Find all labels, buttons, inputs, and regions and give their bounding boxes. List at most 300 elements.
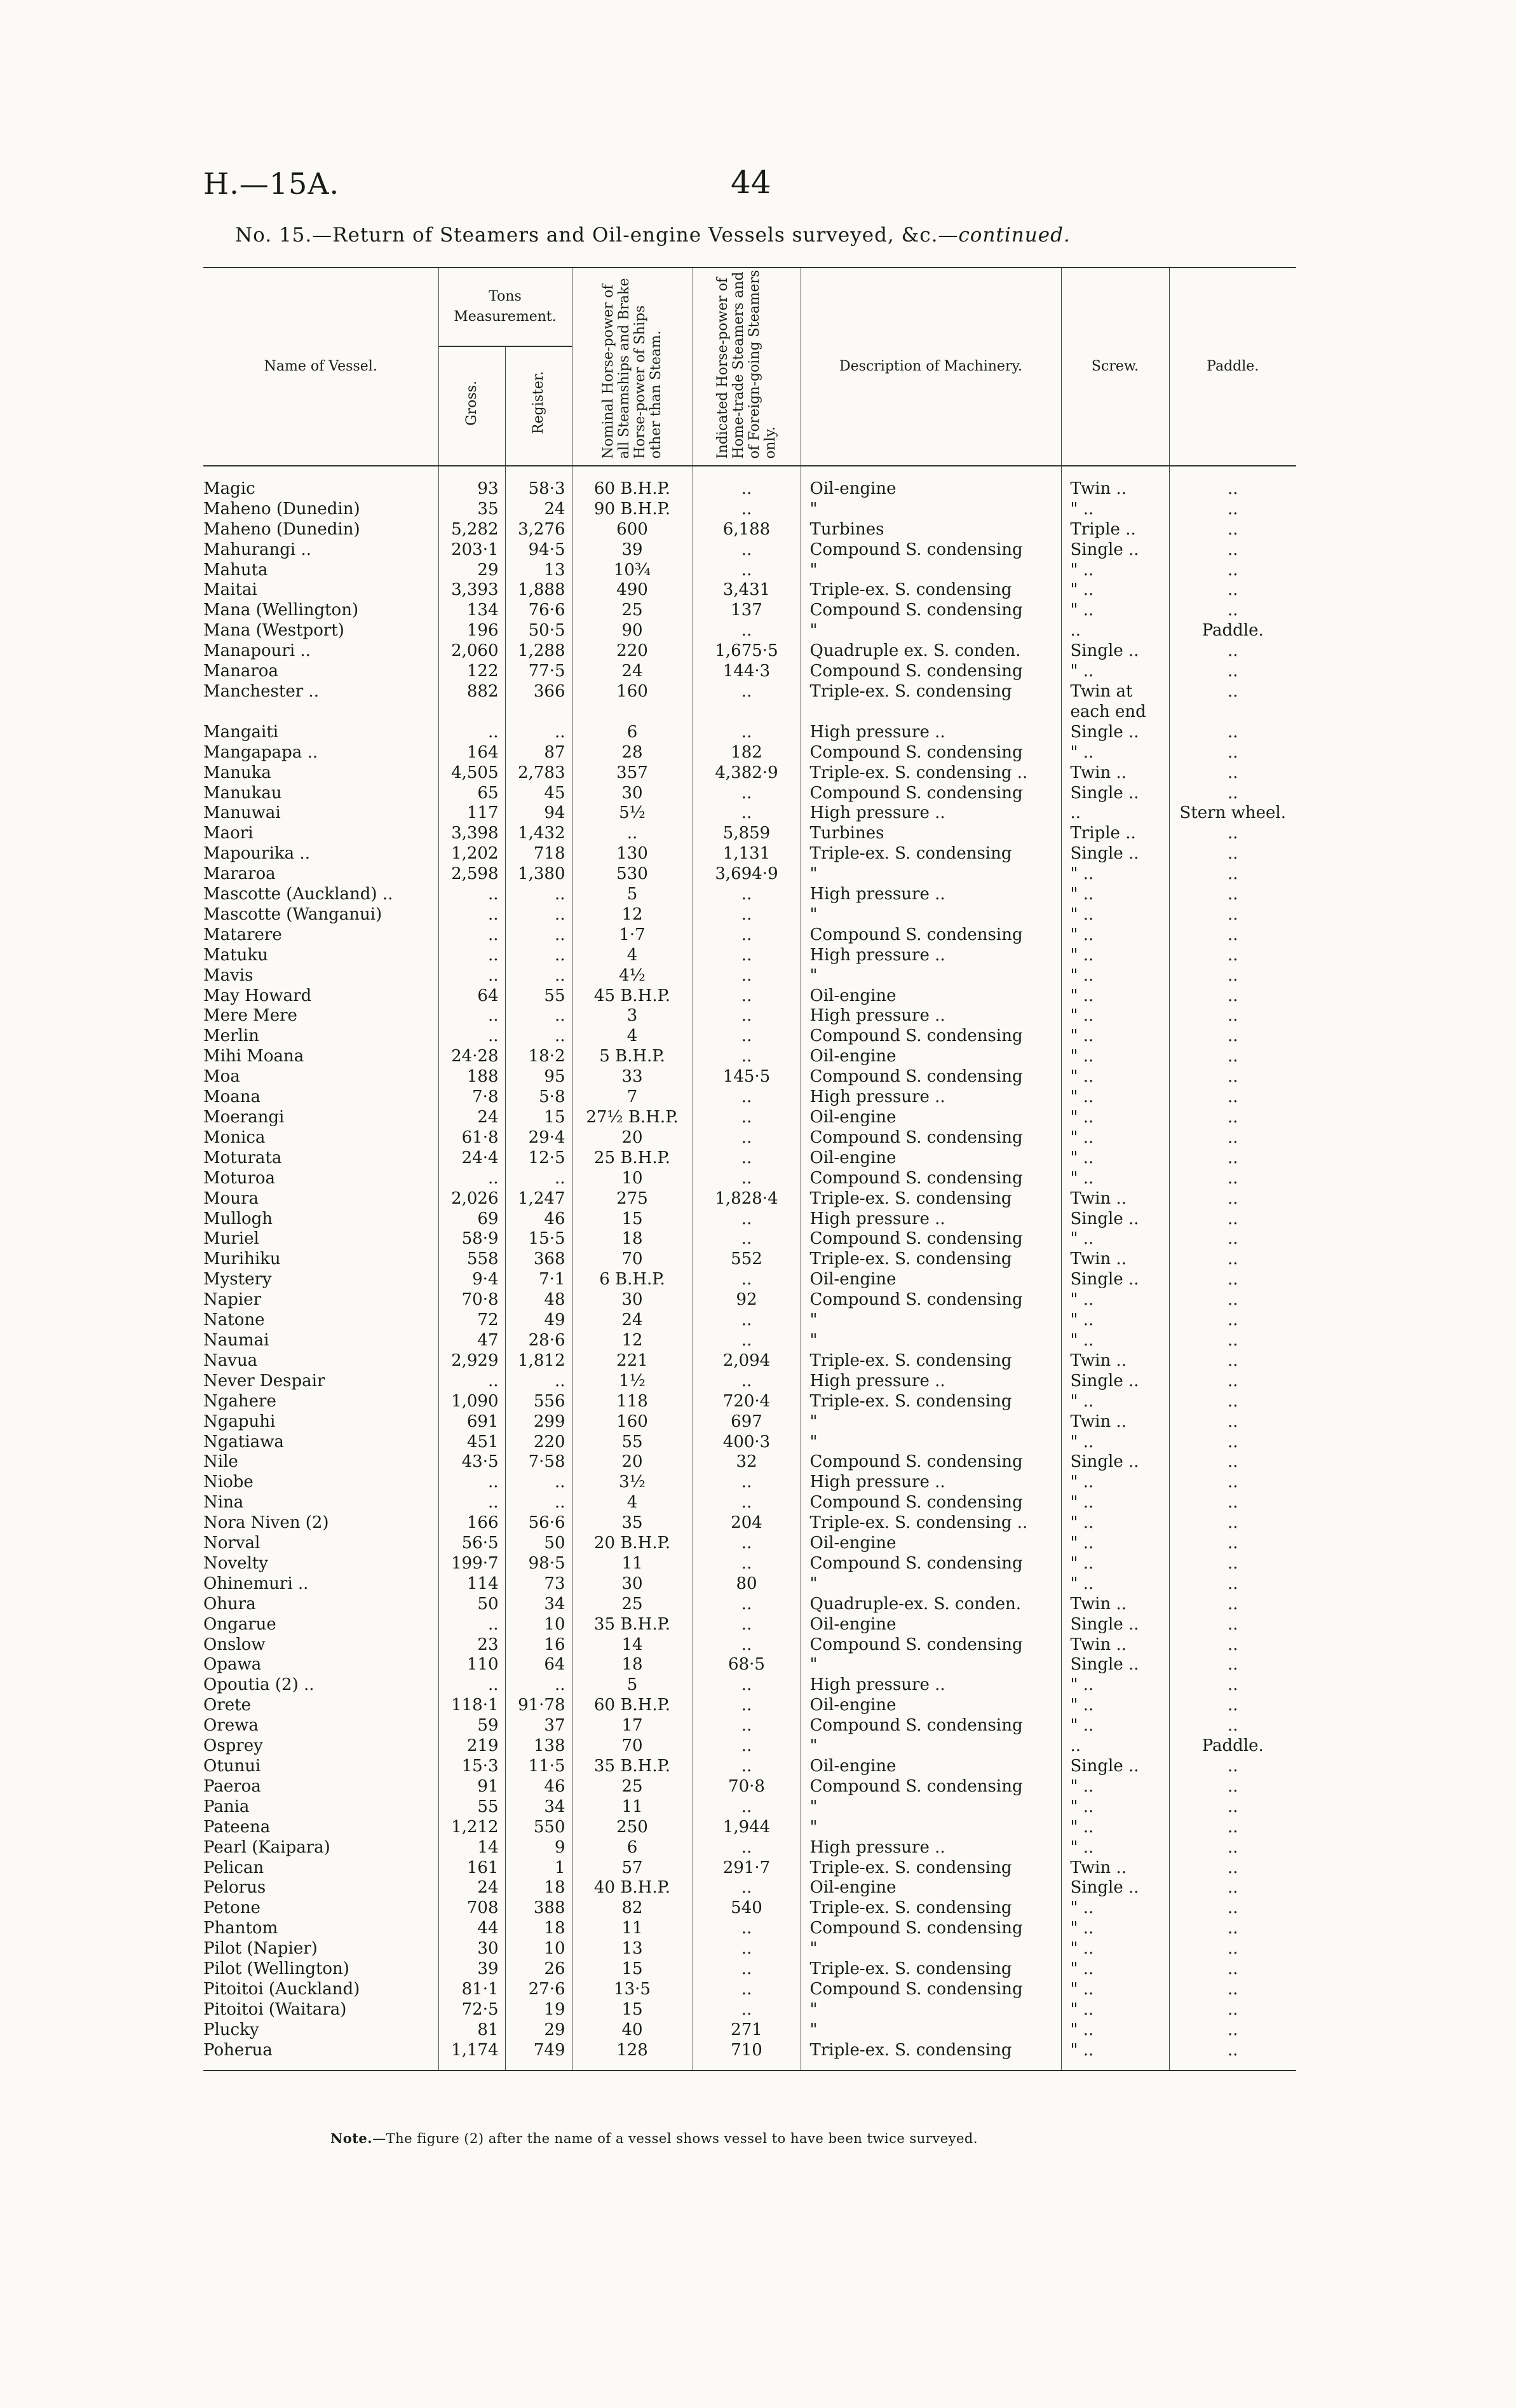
cell-gross: 35 bbox=[438, 500, 505, 520]
table-row bbox=[203, 1838, 1296, 1858]
cell-nominal: 18 bbox=[572, 1655, 693, 1675]
cell-register: 1,288 bbox=[505, 641, 572, 662]
cell-name: Maheno (Dunedin) bbox=[203, 499, 360, 519]
cell-nominal: 39 bbox=[572, 540, 693, 561]
cell-gross: 203·1 bbox=[438, 540, 505, 561]
cell-paddle: .. bbox=[1169, 1757, 1296, 1777]
cell-name bbox=[203, 702, 438, 723]
cell-nominal: 4 bbox=[572, 946, 693, 966]
cell-register: 91·78 bbox=[505, 1696, 572, 1716]
cell-gross: 56·5 bbox=[438, 1534, 505, 1554]
cell-indicated: .. bbox=[693, 1473, 801, 1493]
cell-machinery: Oil-engine bbox=[801, 1108, 1061, 1128]
cell-paddle: Paddle. bbox=[1169, 1736, 1296, 1757]
cell-register: 2,783 bbox=[505, 763, 572, 784]
cell-nominal: 15 bbox=[572, 2000, 693, 2020]
col-screw-header: Screw. bbox=[1061, 268, 1169, 466]
cell-gross: 23 bbox=[438, 1635, 505, 1656]
cell-indicated: .. bbox=[693, 1108, 801, 1128]
cell-screw: " .. bbox=[1061, 966, 1169, 986]
cell-paddle: .. bbox=[1169, 540, 1296, 561]
cell-gross: 4,505 bbox=[438, 763, 505, 784]
table-row bbox=[203, 1919, 1296, 1939]
cell-paddle: .. bbox=[1169, 1290, 1296, 1310]
cell-register: 5·8 bbox=[505, 1087, 572, 1108]
cell-machinery: Turbines bbox=[801, 824, 1061, 844]
cell-register: 98·5 bbox=[505, 1554, 572, 1574]
cell-nominal: 35 B.H.P. bbox=[572, 1615, 693, 1635]
cell-machinery: Compound S. condensing bbox=[801, 1452, 1061, 1473]
cell-paddle: .. bbox=[1169, 1047, 1296, 1067]
cell-indicated: 5,859 bbox=[693, 824, 801, 844]
cell-name: Mahurangi .. bbox=[203, 540, 312, 559]
cell-screw: " .. bbox=[1061, 1574, 1169, 1595]
cell-screw: " .. bbox=[1061, 946, 1169, 966]
cell-screw: " .. bbox=[1061, 2000, 1169, 2020]
cell-name: Paeroa bbox=[203, 1776, 261, 1796]
cell-nominal: 14 bbox=[572, 1635, 693, 1656]
cell-machinery: Compound S. condensing bbox=[801, 1128, 1061, 1148]
cell-name: Pania bbox=[203, 1797, 250, 1816]
cell-register: 1,812 bbox=[505, 1351, 572, 1371]
cell-paddle: .. bbox=[1169, 925, 1296, 946]
cell-indicated: 145·5 bbox=[693, 1067, 801, 1087]
cell-machinery: Oil-engine bbox=[801, 1878, 1061, 1898]
cell-register: 1,888 bbox=[505, 580, 572, 601]
cell-gross: 134 bbox=[438, 601, 505, 621]
cell-machinery: High pressure .. bbox=[801, 1675, 1061, 1696]
cell-nominal: 220 bbox=[572, 641, 693, 662]
cell-screw: Single .. bbox=[1061, 641, 1169, 662]
cell-machinery: " bbox=[801, 1797, 1061, 1818]
cell-register: 56·6 bbox=[505, 1513, 572, 1534]
cell-register: .. bbox=[505, 723, 572, 743]
cell-nominal: 45 B.H.P. bbox=[572, 986, 693, 1007]
cell-indicated: 540 bbox=[693, 1898, 801, 1919]
cell-name: Ohura bbox=[203, 1594, 256, 1614]
cell-gross bbox=[438, 702, 505, 723]
cell-machinery: " bbox=[801, 1310, 1061, 1331]
table-row bbox=[203, 763, 1296, 784]
cell-gross: 708 bbox=[438, 1898, 505, 1919]
cell-name: Magic bbox=[203, 479, 255, 498]
cell-indicated: 552 bbox=[693, 1249, 801, 1270]
cell-register: .. bbox=[505, 1371, 572, 1392]
cell-gross: 118·1 bbox=[438, 1696, 505, 1716]
cell-name: Moana bbox=[203, 1087, 261, 1107]
cell-register: 58·3 bbox=[505, 466, 572, 500]
cell-paddle: .. bbox=[1169, 1959, 1296, 1980]
cell-paddle: .. bbox=[1169, 1675, 1296, 1696]
cell-register: 718 bbox=[505, 844, 572, 864]
cell-nominal: 5 bbox=[572, 885, 693, 905]
cell-name: Matarere bbox=[203, 925, 282, 944]
cell-name: Pilot (Wellington) bbox=[203, 1959, 349, 1979]
cell-indicated: 291·7 bbox=[693, 1858, 801, 1879]
cell-indicated: 1,131 bbox=[693, 844, 801, 864]
table-row bbox=[203, 1412, 1296, 1432]
cell-indicated: .. bbox=[693, 1595, 801, 1615]
cell-machinery: Compound S. condensing bbox=[801, 540, 1061, 561]
cell-paddle: .. bbox=[1169, 1878, 1296, 1898]
cell-screw: " .. bbox=[1061, 1696, 1169, 1716]
cell-name: Natone bbox=[203, 1310, 265, 1330]
cell-paddle: .. bbox=[1169, 1331, 1296, 1351]
cell-gross: 91 bbox=[438, 1777, 505, 1797]
cell-register: 50 bbox=[505, 1534, 572, 1554]
cell-gross: 93 bbox=[438, 466, 505, 500]
table-row bbox=[203, 1351, 1296, 1371]
cell-screw: " .. bbox=[1061, 1939, 1169, 1959]
cell-gross: 219 bbox=[438, 1736, 505, 1757]
cell-indicated: .. bbox=[693, 966, 801, 986]
cell-nominal: 128 bbox=[572, 2041, 693, 2070]
cell-register: 550 bbox=[505, 1818, 572, 1838]
cell-machinery: Triple-ex. S. condensing bbox=[801, 1392, 1061, 1412]
cell-gross: 5,282 bbox=[438, 520, 505, 540]
cell-gross: 65 bbox=[438, 784, 505, 804]
table-row bbox=[203, 1026, 1296, 1047]
cell-paddle: .. bbox=[1169, 2020, 1296, 2041]
cell-screw: " .. bbox=[1061, 500, 1169, 520]
cell-paddle: .. bbox=[1169, 1371, 1296, 1392]
cell-nominal: 221 bbox=[572, 1351, 693, 1371]
table-row bbox=[203, 1878, 1296, 1898]
cell-screw: " .. bbox=[1061, 1675, 1169, 1696]
cell-paddle: .. bbox=[1169, 601, 1296, 621]
table-row bbox=[203, 1473, 1296, 1493]
cell-indicated: 400·3 bbox=[693, 1432, 801, 1453]
cell-paddle: .. bbox=[1169, 1067, 1296, 1087]
cell-paddle: .. bbox=[1169, 885, 1296, 905]
cell-gross: 14 bbox=[438, 1838, 505, 1858]
cell-register: 34 bbox=[505, 1595, 572, 1615]
cell-screw: Twin at bbox=[1061, 682, 1169, 702]
cell-name: Pateena bbox=[203, 1817, 271, 1837]
cell-name: Pelican bbox=[203, 1858, 264, 1877]
cell-machinery: Compound S. condensing bbox=[801, 1026, 1061, 1047]
cell-screw: " .. bbox=[1061, 1087, 1169, 1108]
cell-paddle: .. bbox=[1169, 641, 1296, 662]
cell-screw: " .. bbox=[1061, 662, 1169, 682]
cell-machinery: " bbox=[801, 2000, 1061, 2020]
cell-name: Onslow bbox=[203, 1635, 266, 1654]
cell-machinery: Oil-engine bbox=[801, 1696, 1061, 1716]
cell-paddle: .. bbox=[1169, 1513, 1296, 1534]
cell-indicated: .. bbox=[693, 1331, 801, 1351]
cell-name: Maori bbox=[203, 824, 254, 843]
cell-paddle: .. bbox=[1169, 763, 1296, 784]
cell-screw: Triple .. bbox=[1061, 824, 1169, 844]
cell-nominal: 7 bbox=[572, 1087, 693, 1108]
cell-indicated: .. bbox=[693, 1087, 801, 1108]
cell-screw: " .. bbox=[1061, 1838, 1169, 1858]
cell-name: Pitoitoi (Auckland) bbox=[203, 1979, 360, 1999]
cell-machinery: " bbox=[801, 1574, 1061, 1595]
cell-screw: " .. bbox=[1061, 1534, 1169, 1554]
cell-screw: " .. bbox=[1061, 1818, 1169, 1838]
cell-indicated: .. bbox=[693, 621, 801, 641]
cell-machinery: Quadruple ex. S. conden. bbox=[801, 641, 1061, 662]
cell-nominal: 357 bbox=[572, 763, 693, 784]
cell-paddle: .. bbox=[1169, 1838, 1296, 1858]
cell-machinery: Quadruple-ex. S. conden. bbox=[801, 1595, 1061, 1615]
cell-nominal: 40 bbox=[572, 2020, 693, 2041]
cell-name: Mihi Moana bbox=[203, 1047, 304, 1066]
cell-gross: .. bbox=[438, 1493, 505, 1513]
table-row bbox=[203, 723, 1296, 743]
cell-nominal: 4 bbox=[572, 1493, 693, 1513]
cell-register: .. bbox=[505, 1169, 572, 1189]
cell-machinery bbox=[801, 702, 1061, 723]
cell-gross: 3,398 bbox=[438, 824, 505, 844]
cell-machinery: Compound S. condensing bbox=[801, 1919, 1061, 1939]
cell-nominal: 12 bbox=[572, 1331, 693, 1351]
cell-paddle: .. bbox=[1169, 520, 1296, 540]
cell-screw: Single .. bbox=[1061, 1757, 1169, 1777]
cell-name: Plucky bbox=[203, 2020, 259, 2039]
cell-name: Mangaiti bbox=[203, 722, 279, 742]
cell-indicated: .. bbox=[693, 1716, 801, 1736]
cell-name: Nora Niven (2) bbox=[203, 1513, 329, 1533]
cell-register: .. bbox=[505, 1006, 572, 1026]
cell-indicated: .. bbox=[693, 1148, 801, 1169]
cell-nominal: 5½ bbox=[572, 803, 693, 824]
cell-name: Orete bbox=[203, 1696, 251, 1715]
cell-paddle: .. bbox=[1169, 1898, 1296, 1919]
cell-register: 7·58 bbox=[505, 1452, 572, 1473]
cell-register: .. bbox=[505, 885, 572, 905]
cell-name: Pearl (Kaipara) bbox=[203, 1837, 330, 1857]
table-row bbox=[203, 1493, 1296, 1513]
cell-register: 37 bbox=[505, 1716, 572, 1736]
cell-machinery: " bbox=[801, 864, 1061, 885]
cell-gross: 69 bbox=[438, 1209, 505, 1230]
cell-name: Pilot (Napier) bbox=[203, 1939, 318, 1959]
table-row bbox=[203, 844, 1296, 864]
cell-machinery: Oil-engine bbox=[801, 466, 1061, 500]
table-row bbox=[203, 1087, 1296, 1108]
cell-machinery: Compound S. condensing bbox=[801, 1169, 1061, 1189]
cell-nominal: 15 bbox=[572, 1959, 693, 1980]
col-nominal-header: Nominal Horse-power of all Steamships and Brake Horse-power of Ships other than Steam. bbox=[572, 268, 693, 466]
cell-indicated: .. bbox=[693, 1919, 801, 1939]
cell-paddle: .. bbox=[1169, 1209, 1296, 1230]
cell-register: 13 bbox=[505, 561, 572, 581]
cell-name: Orewa bbox=[203, 1716, 259, 1736]
cell-indicated: .. bbox=[693, 1980, 801, 2000]
cell-gross: 188 bbox=[438, 1067, 505, 1087]
cell-screw: Twin .. bbox=[1061, 1595, 1169, 1615]
cell-screw: " .. bbox=[1061, 986, 1169, 1007]
cell-machinery: Compound S. condensing bbox=[801, 1980, 1061, 2000]
cell-screw: " .. bbox=[1061, 1229, 1169, 1249]
col-indicated-header: Indicated Horse-power of Home-trade Steamers and of Foreign-going Steamers only. bbox=[693, 268, 801, 466]
cell-name: Niobe bbox=[203, 1473, 254, 1492]
cell-screw: .. bbox=[1061, 621, 1169, 641]
cell-name: Never Despair bbox=[203, 1371, 325, 1391]
cell-machinery: Triple-ex. S. condensing .. bbox=[801, 763, 1061, 784]
cell-nominal: 10 bbox=[572, 1169, 693, 1189]
cell-paddle: .. bbox=[1169, 1696, 1296, 1716]
table-row bbox=[203, 1371, 1296, 1392]
cell-gross: .. bbox=[438, 723, 505, 743]
cell-register: 11·5 bbox=[505, 1757, 572, 1777]
cell-register: 220 bbox=[505, 1432, 572, 1453]
table-row bbox=[203, 1331, 1296, 1351]
cell-register: 55 bbox=[505, 986, 572, 1007]
cell-nominal: 25 bbox=[572, 1595, 693, 1615]
table-row bbox=[203, 641, 1296, 662]
cell-machinery: High pressure .. bbox=[801, 1371, 1061, 1392]
cell-nominal: 1½ bbox=[572, 1371, 693, 1392]
cell-screw: " .. bbox=[1061, 1169, 1169, 1189]
cell-screw: " .. bbox=[1061, 905, 1169, 925]
cell-nominal: 30 bbox=[572, 1574, 693, 1595]
cell-indicated: .. bbox=[693, 1493, 801, 1513]
cell-gross: .. bbox=[438, 1615, 505, 1635]
cell-machinery: High pressure .. bbox=[801, 1006, 1061, 1026]
cell-screw: " .. bbox=[1061, 1290, 1169, 1310]
cell-nominal: 275 bbox=[572, 1189, 693, 1209]
cell-machinery: Triple-ex. S. condensing .. bbox=[801, 1513, 1061, 1534]
cell-register: 95 bbox=[505, 1067, 572, 1087]
cell-indicated: 137 bbox=[693, 601, 801, 621]
cell-name: Maheno (Dunedin) bbox=[203, 519, 360, 539]
cell-gross: 114 bbox=[438, 1574, 505, 1595]
cell-indicated: 32 bbox=[693, 1452, 801, 1473]
cell-screw: " .. bbox=[1061, 1980, 1169, 2000]
cell-indicated: .. bbox=[693, 1675, 801, 1696]
cell-screw: " .. bbox=[1061, 1493, 1169, 1513]
cell-paddle: .. bbox=[1169, 1128, 1296, 1148]
cell-screw: Single .. bbox=[1061, 723, 1169, 743]
cell-indicated: .. bbox=[693, 885, 801, 905]
cell-machinery: High pressure .. bbox=[801, 803, 1061, 824]
cell-register: 749 bbox=[505, 2041, 572, 2070]
cell-register: 368 bbox=[505, 1249, 572, 1270]
cell-gross: 50 bbox=[438, 1595, 505, 1615]
cell-screw: " .. bbox=[1061, 1128, 1169, 1148]
cell-nominal: 490 bbox=[572, 580, 693, 601]
cell-register: 10 bbox=[505, 1615, 572, 1635]
cell-nominal: 11 bbox=[572, 1797, 693, 1818]
cell-gross: 30 bbox=[438, 1939, 505, 1959]
cell-name: Muriel bbox=[203, 1229, 259, 1249]
footnote: Note.—The figure (2) after the name of a vessel shows vessel to have been twice surveyed. bbox=[330, 2130, 978, 2146]
cell-indicated: .. bbox=[693, 2000, 801, 2020]
page-number: 44 bbox=[731, 164, 771, 201]
cell-name: Mangapapa .. bbox=[203, 742, 318, 762]
cell-screw: each end bbox=[1061, 702, 1169, 723]
cell-register: .. bbox=[505, 1675, 572, 1696]
cell-machinery: " bbox=[801, 1818, 1061, 1838]
cell-indicated: .. bbox=[693, 466, 801, 500]
table-row bbox=[203, 1432, 1296, 1453]
cell-nominal: 60 B.H.P. bbox=[572, 466, 693, 500]
table-row bbox=[203, 925, 1296, 946]
cell-gross: 451 bbox=[438, 1432, 505, 1453]
cell-paddle: .. bbox=[1169, 662, 1296, 682]
cell-indicated: 144·3 bbox=[693, 662, 801, 682]
col-paddle-header: Paddle. bbox=[1169, 268, 1296, 466]
table-row bbox=[203, 885, 1296, 905]
cell-name: Maitai bbox=[203, 580, 257, 600]
cell-paddle: .. bbox=[1169, 561, 1296, 581]
cell-screw: Single .. bbox=[1061, 1270, 1169, 1290]
cell-paddle: .. bbox=[1169, 784, 1296, 804]
cell-nominal: 530 bbox=[572, 864, 693, 885]
table-row bbox=[203, 905, 1296, 925]
table-row bbox=[203, 1716, 1296, 1736]
cell-register: 138 bbox=[505, 1736, 572, 1757]
cell-register: 9 bbox=[505, 1838, 572, 1858]
cell-nominal: 24 bbox=[572, 662, 693, 682]
cell-machinery: " bbox=[801, 1412, 1061, 1432]
cell-paddle: .. bbox=[1169, 1939, 1296, 1959]
cell-name: Murihiku bbox=[203, 1249, 281, 1269]
cell-paddle: .. bbox=[1169, 824, 1296, 844]
cell-gross: 58·9 bbox=[438, 1229, 505, 1249]
cell-name: Ongarue bbox=[203, 1614, 276, 1634]
cell-nominal: 24 bbox=[572, 1310, 693, 1331]
cell-gross: .. bbox=[438, 1026, 505, 1047]
table-row bbox=[203, 520, 1296, 540]
cell-indicated: .. bbox=[693, 925, 801, 946]
cell-paddle: Stern wheel. bbox=[1169, 803, 1296, 824]
table-row bbox=[203, 1169, 1296, 1189]
table-row bbox=[203, 1635, 1296, 1656]
cell-name: Osprey bbox=[203, 1736, 263, 1756]
cell-screw: " .. bbox=[1061, 925, 1169, 946]
cell-register: 50·5 bbox=[505, 621, 572, 641]
cell-indicated: .. bbox=[693, 540, 801, 561]
cell-indicated: 1,675·5 bbox=[693, 641, 801, 662]
cell-machinery: Oil-engine bbox=[801, 1615, 1061, 1635]
cell-name: Mana (Wellington) bbox=[203, 601, 359, 620]
cell-paddle: Paddle. bbox=[1169, 621, 1296, 641]
cell-name: Moura bbox=[203, 1188, 259, 1208]
table-row bbox=[203, 1554, 1296, 1574]
cell-gross: .. bbox=[438, 1169, 505, 1189]
cell-machinery: High pressure .. bbox=[801, 723, 1061, 743]
cell-name: Mavis bbox=[203, 965, 254, 985]
cell-name: Norval bbox=[203, 1534, 261, 1553]
cell-screw: .. bbox=[1061, 1736, 1169, 1757]
table-row bbox=[203, 561, 1296, 581]
cell-paddle: .. bbox=[1169, 1229, 1296, 1249]
cell-gross: 1,202 bbox=[438, 844, 505, 864]
cell-name: Phantom bbox=[203, 1919, 278, 1938]
cell-nominal: 90 bbox=[572, 621, 693, 641]
cell-name: Napier bbox=[203, 1290, 262, 1310]
cell-indicated: .. bbox=[693, 784, 801, 804]
cell-name: Matuku bbox=[203, 945, 268, 965]
cell-indicated: .. bbox=[693, 1878, 801, 1898]
cell-name: Nile bbox=[203, 1452, 238, 1472]
cell-gross: 166 bbox=[438, 1513, 505, 1534]
cell-machinery: Oil-engine bbox=[801, 1270, 1061, 1290]
cell-screw: " .. bbox=[1061, 1026, 1169, 1047]
cell-gross: 164 bbox=[438, 743, 505, 763]
cell-gross: .. bbox=[438, 1473, 505, 1493]
cell-nominal: 15 bbox=[572, 1209, 693, 1230]
cell-machinery: Oil-engine bbox=[801, 1148, 1061, 1169]
cell-gross: 70·8 bbox=[438, 1290, 505, 1310]
cell-name: Nina bbox=[203, 1493, 244, 1513]
table-row bbox=[203, 1189, 1296, 1209]
cell-nominal: 30 bbox=[572, 1290, 693, 1310]
